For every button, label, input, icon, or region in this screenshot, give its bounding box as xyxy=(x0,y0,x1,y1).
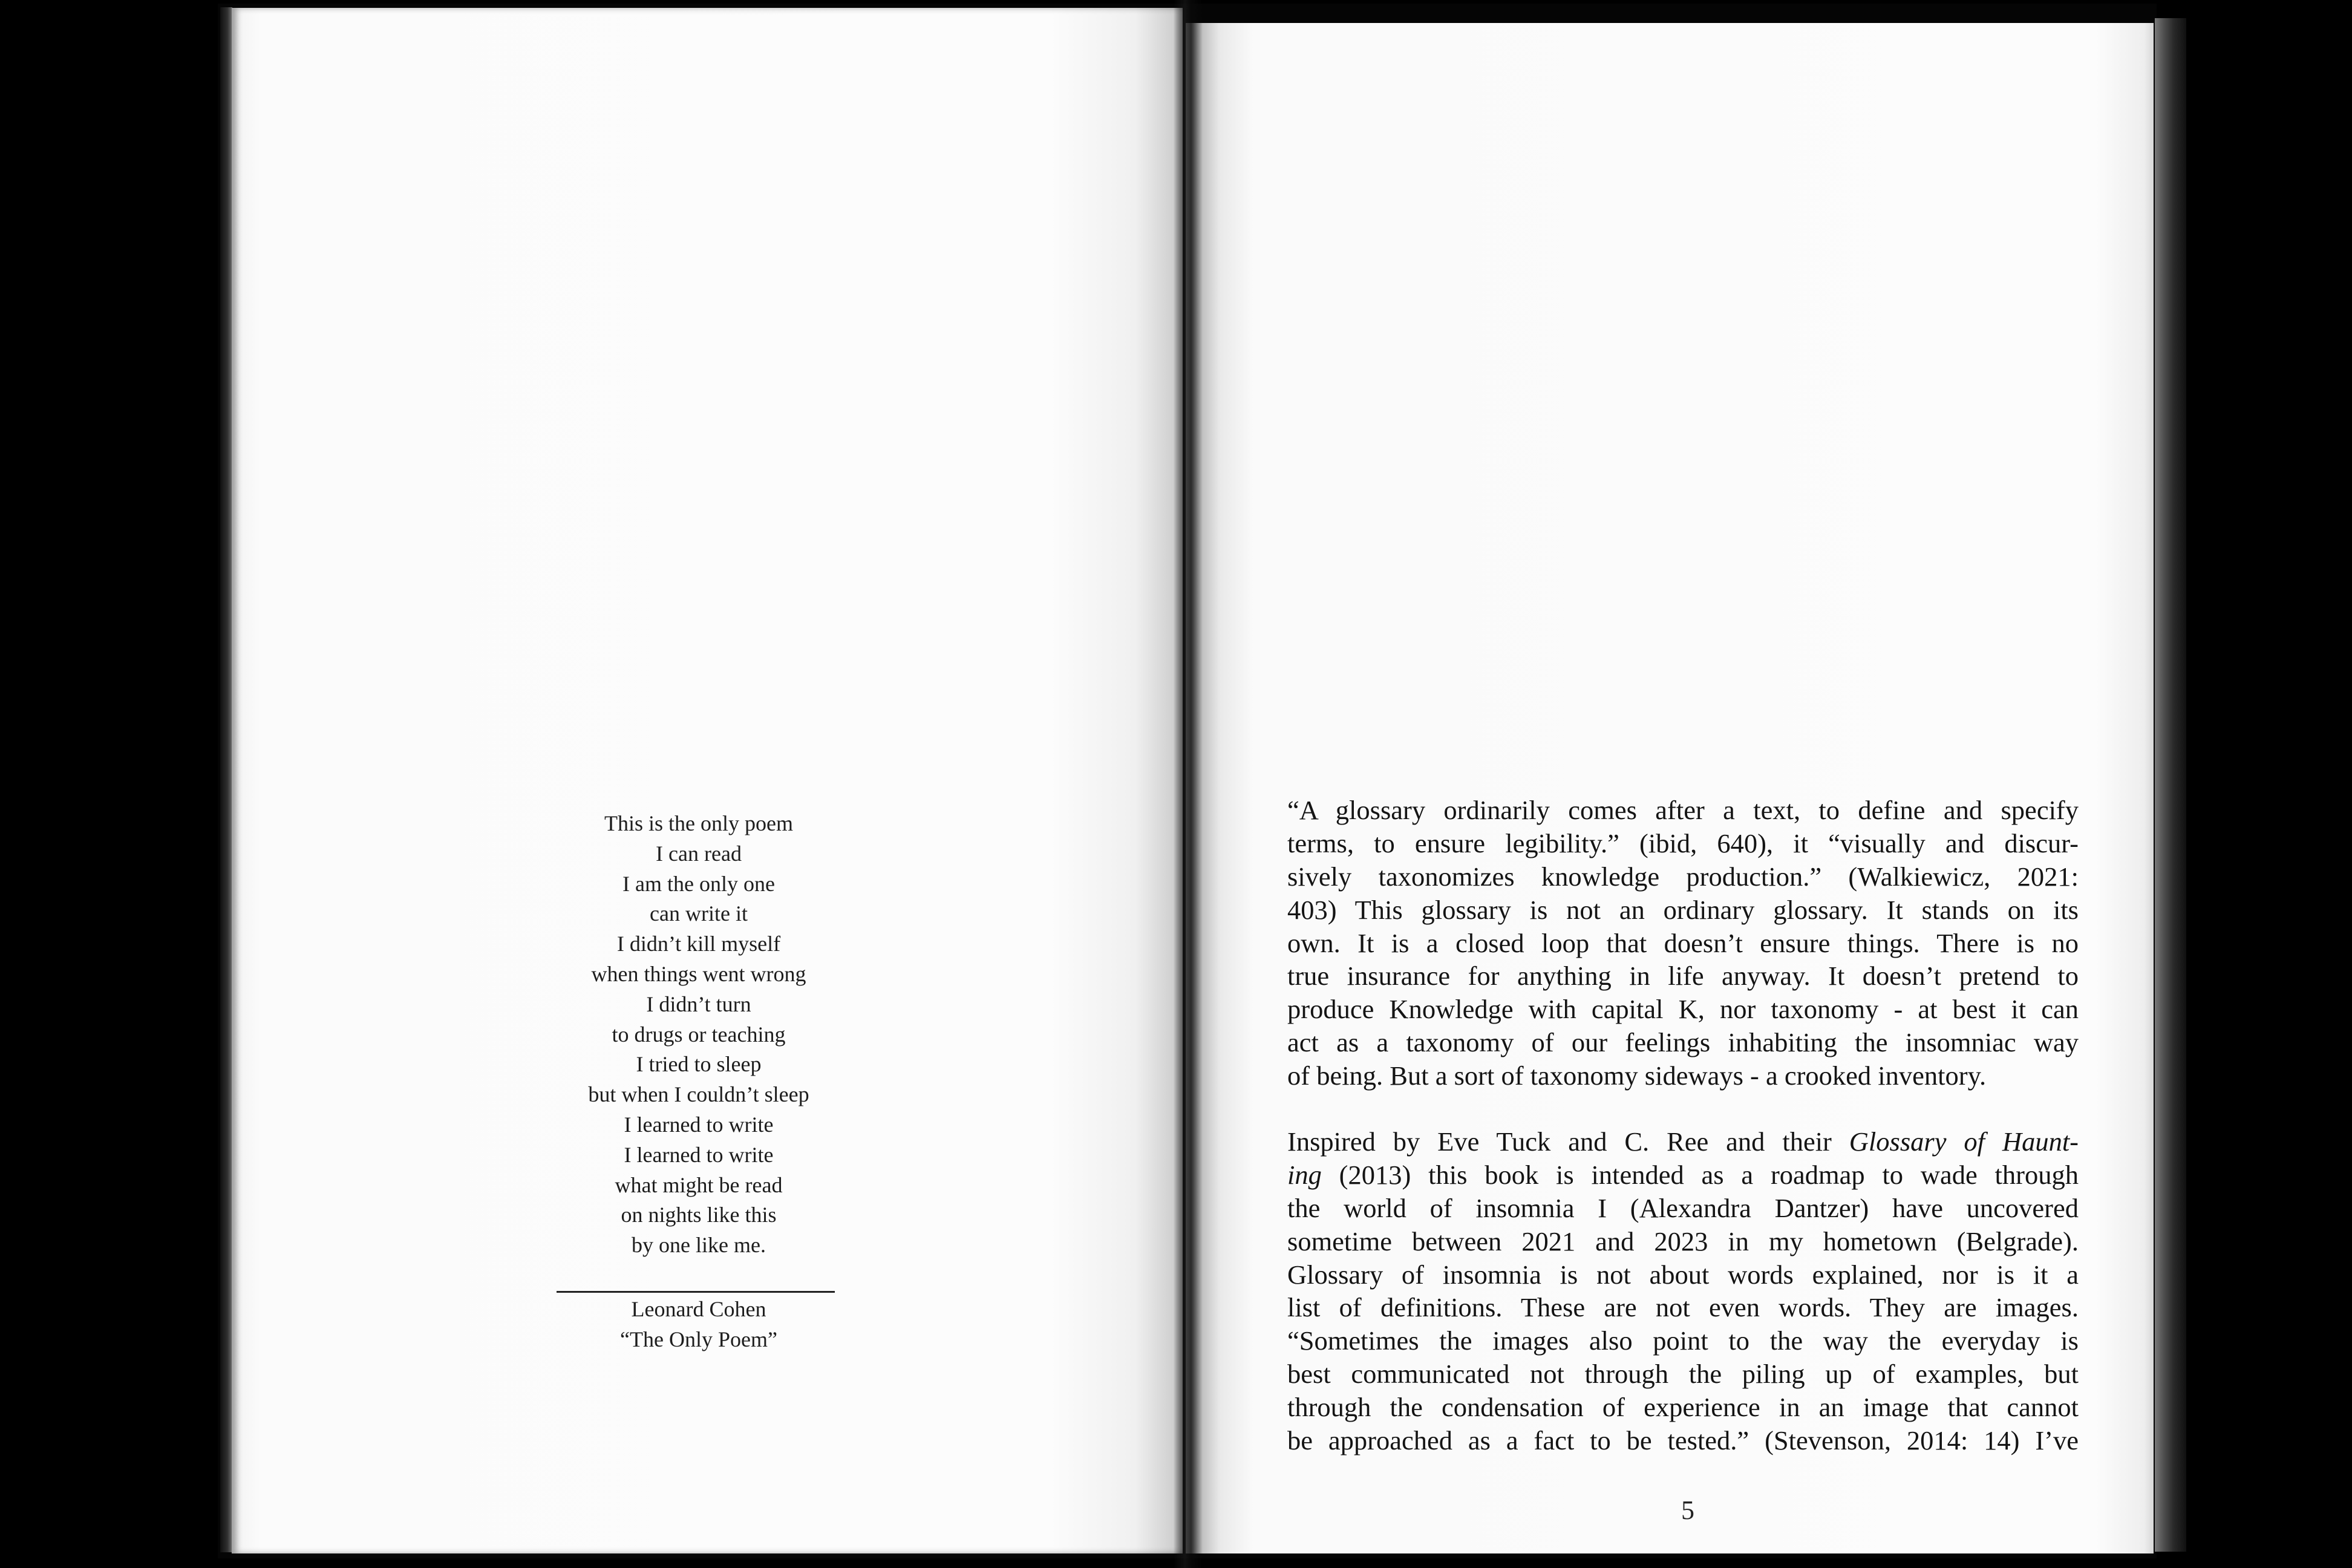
poem-line: I didn’t turn xyxy=(646,991,751,1016)
poem-line: but when I couldn’t sleep xyxy=(588,1082,809,1107)
text-run: Inspired by Eve Tuck and C. Ree and their xyxy=(1287,1126,1849,1157)
text-line: sively taxonomizes knowledge production.” (Walkiewicz, 2021: xyxy=(1287,861,2079,892)
text-line: sometime between 2021 and 2023 in my hometown (Belgrade). xyxy=(1287,1226,2079,1256)
text-line: of being. But a sort of taxonomy sideways - a crooked inventory. xyxy=(1287,1060,1987,1091)
text-line: own. It is a closed loop that doesn’t ensure things. There is no xyxy=(1287,927,2079,958)
paragraph-2 xyxy=(1287,1125,2079,1457)
poem-line: to drugs or teaching xyxy=(612,1022,786,1047)
poem-line: can write it xyxy=(650,901,748,926)
left-page-edge xyxy=(220,7,232,1552)
attribution-author: Leonard Cohen xyxy=(631,1297,766,1321)
text-line: list of definitions. These are not even words. They are images. xyxy=(1287,1292,2079,1323)
poem-line: I can read xyxy=(656,841,742,866)
poem-line: I tried to sleep xyxy=(636,1052,762,1077)
text-line: terms, to ensure legibility.” (ibid, 640), it “visually and discur- xyxy=(1287,828,2079,858)
text-line: best communicated not through the piling up of examples, but xyxy=(1287,1359,2079,1390)
attribution-title: “The Only Poem” xyxy=(620,1327,777,1351)
text-line: 403) This glossary is not an ordinary glossary. It stands on its xyxy=(1287,894,2079,925)
text-line: produce Knowledge with capital K, nor taxonomy - at best it can xyxy=(1287,994,2079,1025)
poem-line: when things went wrong xyxy=(591,961,806,986)
text-line: act as a taxonomy of our feelings inhabiting the insomniac way xyxy=(1287,1027,2079,1058)
book-gutter xyxy=(1174,0,1203,1568)
text-line: “A glossary ordinarily comes after a text, to define and specify xyxy=(1287,795,2079,825)
text-line: true insurance for anything in life anyway. It doesn’t pretend to xyxy=(1287,961,2079,991)
text-run: (2013) this book is intended as a roadmap to wade through xyxy=(1321,1159,2079,1190)
page-number: 5 xyxy=(1681,1495,1694,1525)
book-title-italic: Glossary of Haunt- xyxy=(1849,1126,2079,1157)
poem-line: This is the only poem xyxy=(604,811,793,835)
poem-line: on nights like this xyxy=(621,1203,777,1227)
poem-line: I didn’t kill myself xyxy=(616,932,781,956)
book-title-italic: ing xyxy=(1287,1159,1322,1190)
poem-line: I learned to write xyxy=(624,1112,774,1137)
epigraph-poem xyxy=(315,809,1083,1261)
text-line xyxy=(1287,1158,2079,1192)
poem-line: what might be read xyxy=(615,1172,783,1197)
paragraph-1 xyxy=(1287,794,2079,1093)
text-line xyxy=(1287,1125,2079,1158)
right-page-edge xyxy=(2155,18,2186,1552)
text-line: the world of insomnia I (Alexandra Dantzer) have uncovered xyxy=(1287,1192,2079,1223)
text-line: Glossary of insomnia is not about words explained, nor is it a xyxy=(1287,1259,2079,1290)
text-line: through the condensation of experience in an image that cannot xyxy=(1287,1392,2079,1423)
epigraph-divider xyxy=(557,1291,835,1293)
text-line: “Sometimes the images also point to the way the everyday is xyxy=(1287,1325,2079,1356)
poem-line: I learned to write xyxy=(624,1142,774,1167)
epigraph-attribution xyxy=(315,1294,1083,1354)
text-line: be approached as a fact to be tested.” (Stevenson, 2014: 14) I’ve xyxy=(1287,1425,2079,1456)
poem-line: by one like me. xyxy=(632,1233,766,1258)
poem-line: I am the only one xyxy=(622,871,775,896)
